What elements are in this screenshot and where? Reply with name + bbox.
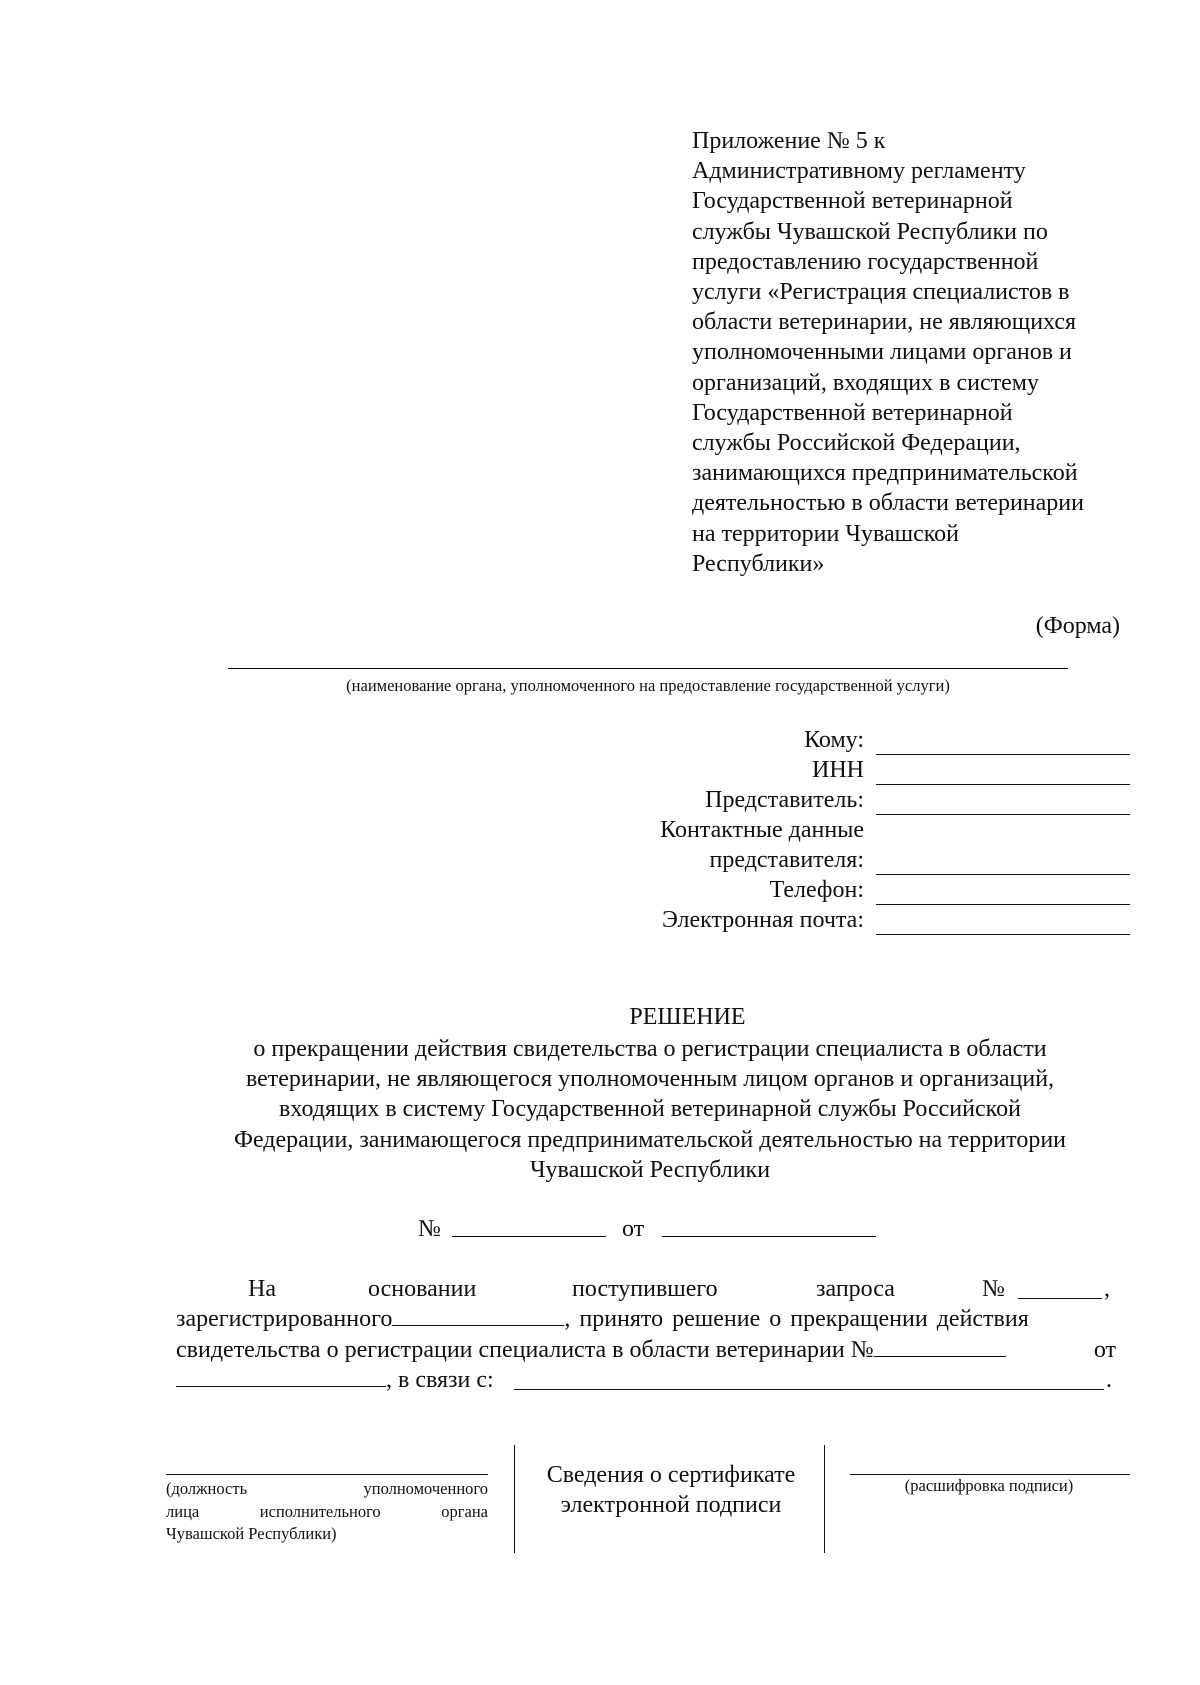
caption-word: уполномоченного xyxy=(363,1479,488,1498)
appendix-line: Республики» xyxy=(692,550,825,577)
number-label: № xyxy=(418,1216,441,1242)
recipient-email-row xyxy=(0,907,1200,937)
signature-decoding-caption: (расшифровка подписи) xyxy=(904,1476,1074,1495)
appendix-line: предоставлению государственной xyxy=(692,248,1039,275)
contacts-field[interactable] xyxy=(876,874,1130,875)
registered-date-field[interactable] xyxy=(392,1305,564,1326)
email-label: Электронная почта: xyxy=(661,907,864,933)
body-text: свидетельства о регистрации специалиста в области ветеринарии № xyxy=(176,1336,874,1363)
caption-word: (должность xyxy=(166,1479,248,1498)
body-word: На xyxy=(248,1276,276,1302)
organ-caption: (наименование органа, уполномоченного на предоставление государственной услуги) xyxy=(346,676,950,695)
recipient-phone-row xyxy=(0,877,1200,907)
appendix-line: организаций, входящих в систему xyxy=(692,369,1039,396)
body-line-3 xyxy=(176,1335,1118,1365)
appendix-line: службы Чувашской Республики по xyxy=(692,218,1048,245)
body-line-1 xyxy=(176,1274,1118,1304)
recipient-contacts-row-2 xyxy=(0,847,1200,877)
email-field[interactable] xyxy=(876,934,1130,935)
contacts-label-2: представителя: xyxy=(709,847,864,873)
appendix-line: занимающихся предпринимательской xyxy=(692,460,1078,487)
signature-position-caption xyxy=(166,1478,488,1546)
decision-title: РЕШЕНИЕ xyxy=(629,1004,746,1030)
certificate-info-line-1: Сведения о сертификате xyxy=(546,1462,796,1488)
position-signature-line[interactable] xyxy=(166,1474,488,1475)
appendix-line: службы Российской Федерации, xyxy=(692,430,1021,457)
position-caption-line-2: лица исполнительного органа xyxy=(166,1501,488,1521)
body-period: . xyxy=(1106,1367,1112,1394)
position-caption-line-3: Чувашской Республики) xyxy=(166,1524,337,1543)
body-word: № xyxy=(982,1276,1005,1302)
body-line-2 xyxy=(176,1304,1118,1334)
certificate-info-line-2: электронной подписи xyxy=(560,1492,782,1518)
representative-label: Представитель: xyxy=(705,787,864,813)
certificate-number-field[interactable] xyxy=(874,1336,1006,1357)
date-from-label: от xyxy=(622,1216,645,1242)
subtitle-line: Федерации, занимающегося предпринимательской деятельностью на территории xyxy=(233,1126,1067,1153)
decision-body xyxy=(176,1274,1118,1396)
request-number-field[interactable] xyxy=(1018,1298,1102,1299)
appendix-line: уполномоченными лицами органов и xyxy=(692,339,1072,366)
appendix-line: услуги «Регистрация специалистов в xyxy=(692,279,1070,306)
subtitle-line: ветеринарии, не являющегося уполномоченным лицом органов и организаций, xyxy=(245,1066,1055,1093)
body-word: поступившего xyxy=(572,1276,718,1302)
reason-field[interactable] xyxy=(514,1389,1104,1390)
phone-field[interactable] xyxy=(876,904,1130,905)
signature-divider-left xyxy=(514,1445,515,1553)
body-text: , принято решение о прекращении действия xyxy=(564,1306,1029,1333)
appendix-line: Государственной ветеринарной xyxy=(692,399,1013,426)
recipient-contacts-row-1 xyxy=(0,817,1200,847)
body-text: от xyxy=(1093,1336,1116,1363)
appendix-line: Государственной ветеринарной xyxy=(692,188,1013,215)
appendix-line: области ветеринарии, не являющихся xyxy=(692,309,1077,336)
body-word: запроса xyxy=(816,1276,895,1302)
recipient-inn-row xyxy=(0,757,1200,787)
to-label: Кому: xyxy=(804,727,864,753)
position-caption-line-1 xyxy=(166,1478,488,1501)
inn-field[interactable] xyxy=(876,784,1130,785)
recipient-to-row xyxy=(0,727,1200,757)
signature-decoding-line[interactable] xyxy=(850,1474,1130,1475)
decision-date-field[interactable] xyxy=(662,1236,876,1237)
appendix-line: деятельностью в области ветеринарии xyxy=(692,490,1084,517)
appendix-line: на территории Чувашской xyxy=(692,520,960,547)
contacts-label: Контактные данные xyxy=(660,817,864,843)
subtitle-line: входящих в систему Государственной ветеринарной службы Российской xyxy=(279,1096,1021,1123)
recipient-representative-row xyxy=(0,787,1200,817)
body-text: , в связи с: xyxy=(386,1367,494,1394)
appendix-line: Административному регламенту xyxy=(692,158,1026,185)
inn-label: ИНН xyxy=(812,757,864,783)
certificate-date-field[interactable] xyxy=(176,1366,386,1387)
body-comma: , xyxy=(1104,1276,1110,1302)
form-label: (Форма) xyxy=(1035,613,1120,639)
signature-divider-right xyxy=(824,1445,825,1553)
signature-certificate-info xyxy=(516,1460,826,1520)
subtitle-line: о прекращении действия свидетельства о регистрации специалиста в области xyxy=(253,1036,1047,1062)
organ-name-field[interactable] xyxy=(228,668,1068,669)
body-text: зарегистрированного xyxy=(176,1306,393,1333)
decision-subtitle xyxy=(170,1034,1130,1185)
phone-label: Телефон: xyxy=(769,877,864,903)
body-word: основании xyxy=(368,1276,477,1302)
subtitle-line: Чувашской Республики xyxy=(529,1156,771,1183)
decision-number-field[interactable] xyxy=(452,1236,606,1237)
body-line-4 xyxy=(176,1365,1118,1395)
to-field[interactable] xyxy=(876,754,1130,755)
appendix-header xyxy=(692,126,1162,579)
representative-field[interactable] xyxy=(876,814,1130,815)
appendix-line: Приложение № 5 к xyxy=(692,128,886,154)
